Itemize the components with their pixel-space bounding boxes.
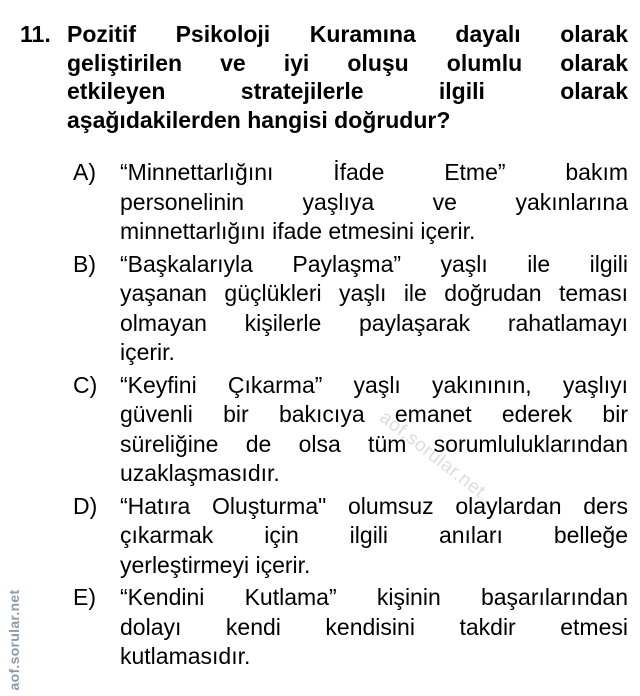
option-text-line: çıkarmak için ilgili anıları belleğe xyxy=(120,522,628,548)
question-stem-line: aşağıdakilerden hangisi doğrudur? xyxy=(67,106,451,133)
option-text-line: “Keyfini Çıkarma” yaşlı yakınının, yaşlıyı xyxy=(120,371,628,398)
diagonal-watermark: aof.sorular.net xyxy=(375,406,490,503)
question-stem-line: Pozitif Psikoloji Kuramına dayalı olarak xyxy=(67,21,628,47)
option-c[interactable] xyxy=(0,371,640,489)
option-letter: C) xyxy=(73,371,98,398)
option-text xyxy=(120,492,628,581)
side-watermark: aof.sorular.net xyxy=(6,589,22,691)
option-letter: D) xyxy=(73,492,98,519)
option-text-line: “Kendini Kutlama” kişinin başarılarından xyxy=(120,584,628,610)
option-text-line: personelinin yaşlıya ve yakınlarına xyxy=(120,188,628,215)
option-text-line: “Hatıra Oluşturma" olumsuz olaylardan ders xyxy=(120,492,628,519)
option-text-line: yerleştirmeyi içerir. xyxy=(120,551,311,578)
option-text-line: “Başkalarıyla Paylaşma” yaşlı ile ilgili xyxy=(120,250,628,277)
option-text-line: içerir. xyxy=(120,339,175,365)
question-number: 11. xyxy=(20,21,51,47)
option-text xyxy=(120,583,628,672)
option-letter: A) xyxy=(73,159,96,185)
option-text-line: olmayan kişilerle paylaşarak rahatlamayı xyxy=(120,309,628,336)
option-text-line: dolayı kendi kendisini takdir etmesi xyxy=(120,613,628,640)
option-letter: B) xyxy=(73,250,96,277)
option-d[interactable] xyxy=(0,492,640,581)
option-text-line: yaşanan güçlükleri yaşlı ile doğrudan teması xyxy=(120,280,628,306)
option-text-line: güvenli bir bakıcıya emanet ederek bir xyxy=(120,401,628,427)
option-text-line: minnettarlığını ifade etmesini içerir. xyxy=(120,218,476,244)
option-text-line: “Minnettarlığını İfade Etme” bakım xyxy=(120,159,628,185)
question-stem xyxy=(67,20,628,134)
option-letter: E) xyxy=(73,584,96,610)
option-text-line: süreliğine de olsa tüm sorumluluklarından xyxy=(120,430,628,457)
option-text xyxy=(120,250,628,368)
question-stem-line: etkileyen stratejilerle ilgili olarak xyxy=(67,78,628,104)
option-text xyxy=(120,371,628,489)
question-stem-line: geliştirilen ve iyi oluşu olumlu olarak xyxy=(67,49,628,76)
option-e[interactable] xyxy=(0,583,640,672)
option-text xyxy=(120,158,628,247)
option-b[interactable] xyxy=(0,250,640,368)
option-text-line: kutlamasıdır. xyxy=(120,643,251,669)
option-text-line: uzaklaşmasıdır. xyxy=(120,460,280,486)
answer-options xyxy=(0,158,640,675)
option-a[interactable] xyxy=(0,158,640,247)
